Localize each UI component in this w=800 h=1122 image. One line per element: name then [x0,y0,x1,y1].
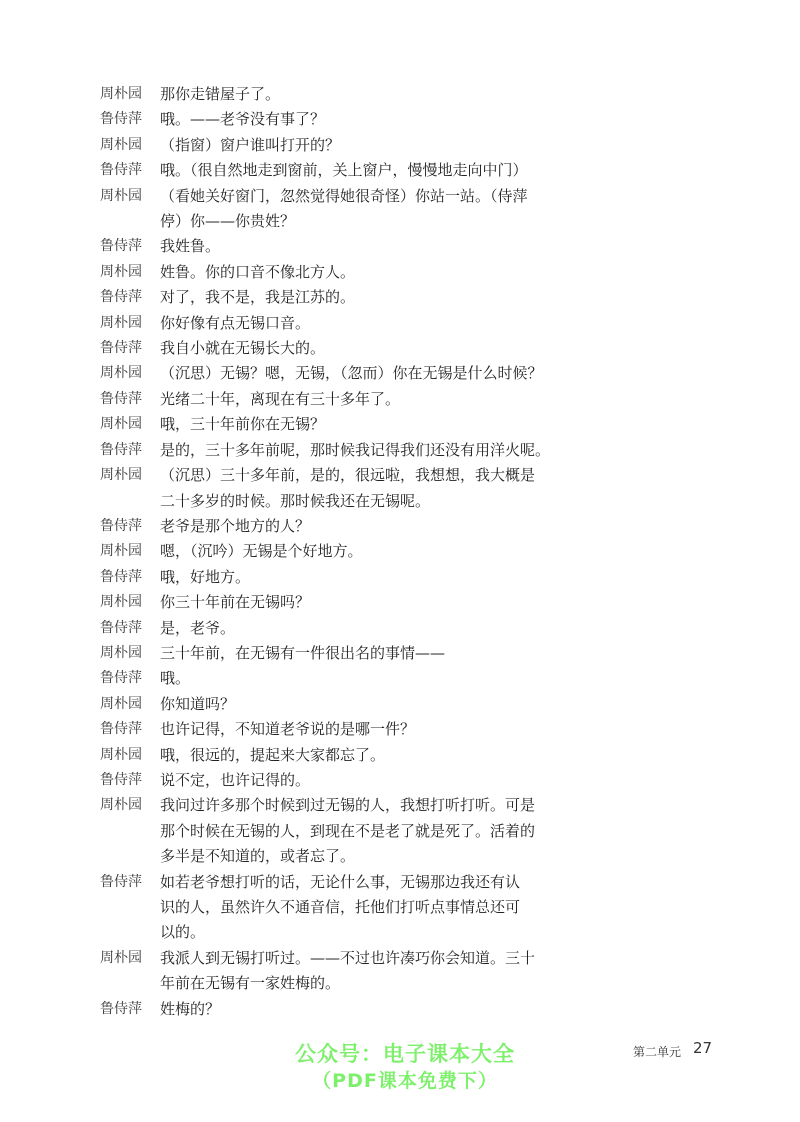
speech-text: 哦，好地方。 [160,567,251,586]
speech [160,870,570,946]
speech [160,336,570,361]
speech-text: 那个时候在无锡的人，到现在不是老了就是死了。活着的 [160,821,536,840]
speaker-name: 周朴园 [100,949,142,966]
dialogue-line [100,870,570,946]
dialogue-line [100,717,570,742]
speaker-name: 周朴园 [100,136,142,153]
speech-text: 那你走错屋子了。 [160,85,281,103]
dialogue-line [100,692,570,717]
dialogue-line [100,234,570,259]
speech [160,234,570,259]
speech-text: 哦。（很自然地走到窗前，关上窗户，慢慢地走向中门） [160,161,528,180]
dialogue-line [100,336,570,361]
speech [160,793,570,869]
speaker-name: 周朴园 [100,543,142,560]
speech [160,997,570,1022]
speaker-name: 鲁侍萍 [100,238,142,255]
speaker-name: 周朴园 [100,263,142,280]
speaker-name: 鲁侍萍 [100,721,142,738]
dialogue-line [100,412,570,437]
speech-text: 嗯，（沉吟）无锡是个好地方。 [160,542,363,561]
speech [160,412,570,437]
speech-text: 识的人，虽然许久不通音信，托他们打听点事情总还可 [160,898,521,916]
page-number: 27 [693,1039,713,1057]
speech-text: （沉思）无锡？嗯，无锡，（忽而）你在无锡是什么时候？ [160,364,543,383]
speech-text: 也许记得，不知道老爷说的是哪一件？ [160,720,416,739]
speaker-name: 周朴园 [100,746,142,763]
speech [160,133,570,158]
speech-text: 你知道吗？ [160,694,236,713]
speech-text: 是，老爷。 [160,618,236,637]
watermark [290,1040,520,1094]
speech-text: （看她关好窗门，忽然觉得她很奇怪）你站一站。（侍萍 [160,186,528,205]
speaker-name: 鲁侍萍 [100,1000,142,1017]
speaker-name: 鲁侍萍 [100,771,142,788]
dialogue-line [100,514,570,539]
speaker-name: 周朴园 [100,416,142,433]
speaker-name: 鲁侍萍 [100,162,142,179]
speech-text: 如若老爷想打听的话，无论什么事，无锡那边我还有认 [160,872,521,891]
speech-text: 年前在无锡有一家姓梅的。 [160,974,341,993]
speaker-name: 鲁侍萍 [100,111,142,128]
dialogue-line [100,768,570,793]
unit-label: 第二单元 [633,1045,682,1059]
dialogue-line [100,641,570,666]
speech-text: 我姓鲁。 [160,237,221,256]
dialogue-line [100,793,570,869]
speaker-name: 周朴园 [100,86,142,102]
speech-text: 你三十年前在无锡吗？ [160,593,311,612]
speech [160,311,570,336]
speaker-name: 周朴园 [100,187,142,204]
dialogue-line [100,997,570,1022]
dialogue-line [100,438,570,463]
dialogue-line [100,361,570,386]
speech [160,387,570,412]
speech [160,285,570,310]
speech [160,946,570,997]
speaker-name: 周朴园 [100,467,142,484]
speech-text: 姓梅的？ [160,999,221,1018]
speech-text: 对了，我不是，我是江苏的。 [160,288,356,307]
dialogue-line [100,616,570,641]
speech-text: 多半是不知道的，或者忘了。 [160,847,356,866]
speech [160,768,570,793]
speech-text: （沉思）三十多年前，是的，很远啦，我想想，我大概是 [160,466,536,485]
speech [160,514,570,539]
speech-text: 我问过许多那个时候到过无锡的人，我想打听打听。可是 [160,796,536,815]
speech-text: 三十年前，在无锡有一件很出名的事情—— [160,643,446,662]
speech [160,616,570,641]
speaker-name: 周朴园 [100,594,142,611]
speaker-name: 鲁侍萍 [100,340,142,357]
speech [160,539,570,564]
speech-text: 停）你——你贵姓？ [160,212,296,231]
speaker-name: 周朴园 [100,314,142,331]
dialogue-line [100,260,570,285]
speech [160,666,570,691]
speaker-name: 周朴园 [100,797,142,814]
watermark-line: （PDF课本免费下） [312,1070,498,1092]
dialogue-line [100,133,570,158]
speaker-name: 鲁侍萍 [100,390,142,407]
speech-text: 光绪二十年，离现在有三十多年了。 [160,389,401,408]
speaker-name: 鲁侍萍 [100,619,142,636]
speech-text: 以的。 [160,923,206,942]
speaker-name: 鲁侍萍 [100,670,142,687]
speech-text: 哦。 [160,669,191,688]
speech [160,438,570,463]
dialogue-line [100,158,570,183]
speech-text: 你好像有点无锡口音。 [160,313,311,332]
speech-text: 二十多岁的时候。那时候我还在无锡呢。 [160,491,431,510]
speaker-name: 鲁侍萍 [100,873,142,890]
speech [160,463,570,514]
speech [160,158,570,183]
speech-text: 我派人到无锡打听过。——不过也许凑巧你会知道。三十 [160,948,536,967]
speaker-name: 鲁侍萍 [100,517,142,534]
speech [160,184,570,235]
speech-text: 哦，三十年前你在无锡？ [160,415,326,434]
dialogue-line [100,82,570,107]
speaker-name: 鲁侍萍 [100,568,142,585]
dialogue-line [100,565,570,590]
speech-text: 是的，三十多年前呢，那时候我记得我们还没有用洋火呢。 [160,440,551,459]
speech [160,107,570,132]
dialogue-line [100,463,570,514]
dialogue-line [100,590,570,615]
speech [160,361,570,386]
speech [160,590,570,615]
speech-text: 老爷是那个地方的人？ [160,516,311,535]
watermark-line: 公众号：电子课本大全 [295,1042,515,1066]
speech [160,260,570,285]
speech [160,82,570,107]
speech-text: （指窗）窗户谁叫打开的？ [160,135,341,154]
dialogue-line [100,539,570,564]
speech [160,641,570,666]
dialogue-line [100,387,570,412]
dialogue-line [100,666,570,691]
dialogue-line [100,743,570,768]
speech-text: 说不定，也许记得的。 [160,770,311,789]
speaker-name: 周朴园 [100,695,142,712]
speech [160,565,570,590]
speaker-name: 鲁侍萍 [100,289,142,306]
speech-text: 姓鲁。你的口音不像北方人。 [160,262,356,281]
speaker-name: 周朴园 [100,365,142,382]
speaker-name: 鲁侍萍 [100,441,142,458]
speaker-name: 周朴园 [100,644,142,661]
dialogue-line [100,184,570,235]
dialogue-line [100,107,570,132]
speech [160,692,570,717]
speech-text: 我自小就在无锡长大的。 [160,339,326,358]
dialogue-line [100,311,570,336]
dialogue-line [100,285,570,310]
dialogue-line [100,946,570,997]
dialogue [100,82,570,1022]
speech-text: 哦。——老爷没有事了？ [160,110,326,129]
speech-text: 哦，很远的，提起来大家都忘了。 [160,745,386,764]
speech [160,743,570,768]
speech [160,717,570,742]
